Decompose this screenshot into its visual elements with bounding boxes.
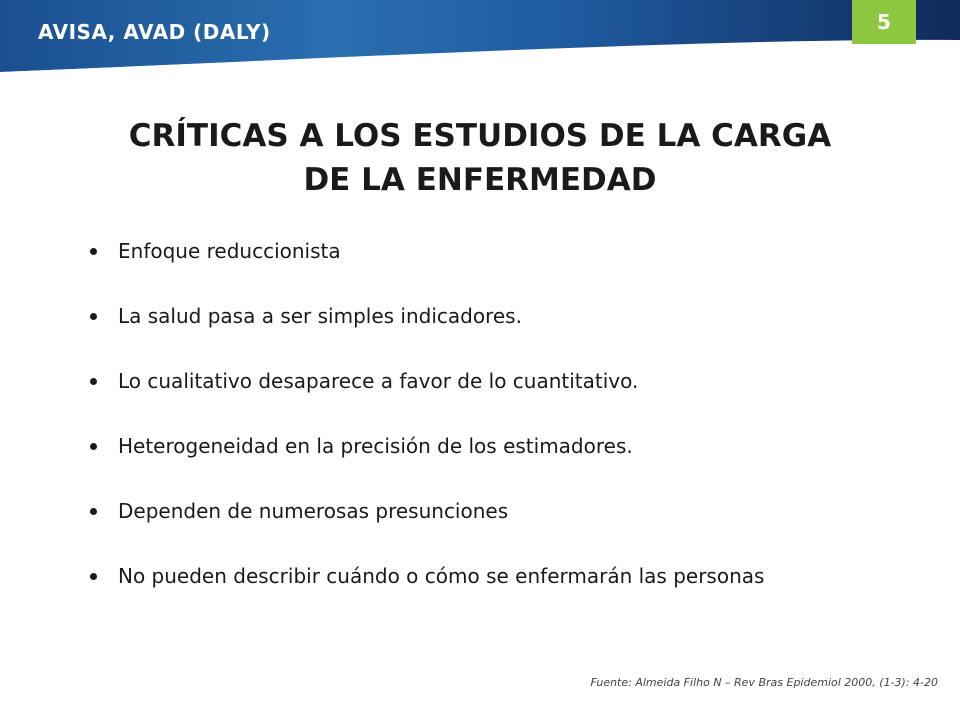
bullet-icon [90,508,97,515]
bullet-item [90,366,890,396]
bullet-text: Heterogeneidad en la precisión de los estimadores. [118,434,633,458]
bullet-text: Dependen de numerosas presunciones [118,499,509,523]
bullet-list [90,236,890,591]
bullet-icon [90,248,97,255]
slide-title-line1: CRÍTICAS A LOS ESTUDIOS DE LA CARGA [128,118,832,154]
bullet-text: Lo cualitativo desaparece a favor de lo cuantitativo. [118,369,639,393]
bullet-text: Enfoque reduccionista [118,239,341,263]
slide-title-line2: DE LA ENFERMEDAD [303,162,657,198]
bullet-icon [90,443,97,450]
header-band [0,0,960,72]
bullet-item [90,301,890,331]
bullet-item [90,496,890,526]
bullet-text: No pueden describir cuándo o cómo se enfermarán las personas [118,564,765,588]
bullet-item [90,431,890,461]
section-title: AVISA, AVAD (DALY) [38,20,271,44]
slide-title [80,114,880,202]
bullet-item [90,561,890,591]
bullet-text: La salud pasa a ser simples indicadores. [118,304,522,328]
bullet-icon [90,573,97,580]
bullet-icon [90,313,97,320]
bullet-icon [90,378,97,385]
bullet-item [90,236,890,266]
source-citation: Fuente: Almeida Filho N – Rev Bras Epidemiol 2000, (1-3): 4-20 [590,676,938,689]
page-number-badge: 5 [852,0,916,44]
